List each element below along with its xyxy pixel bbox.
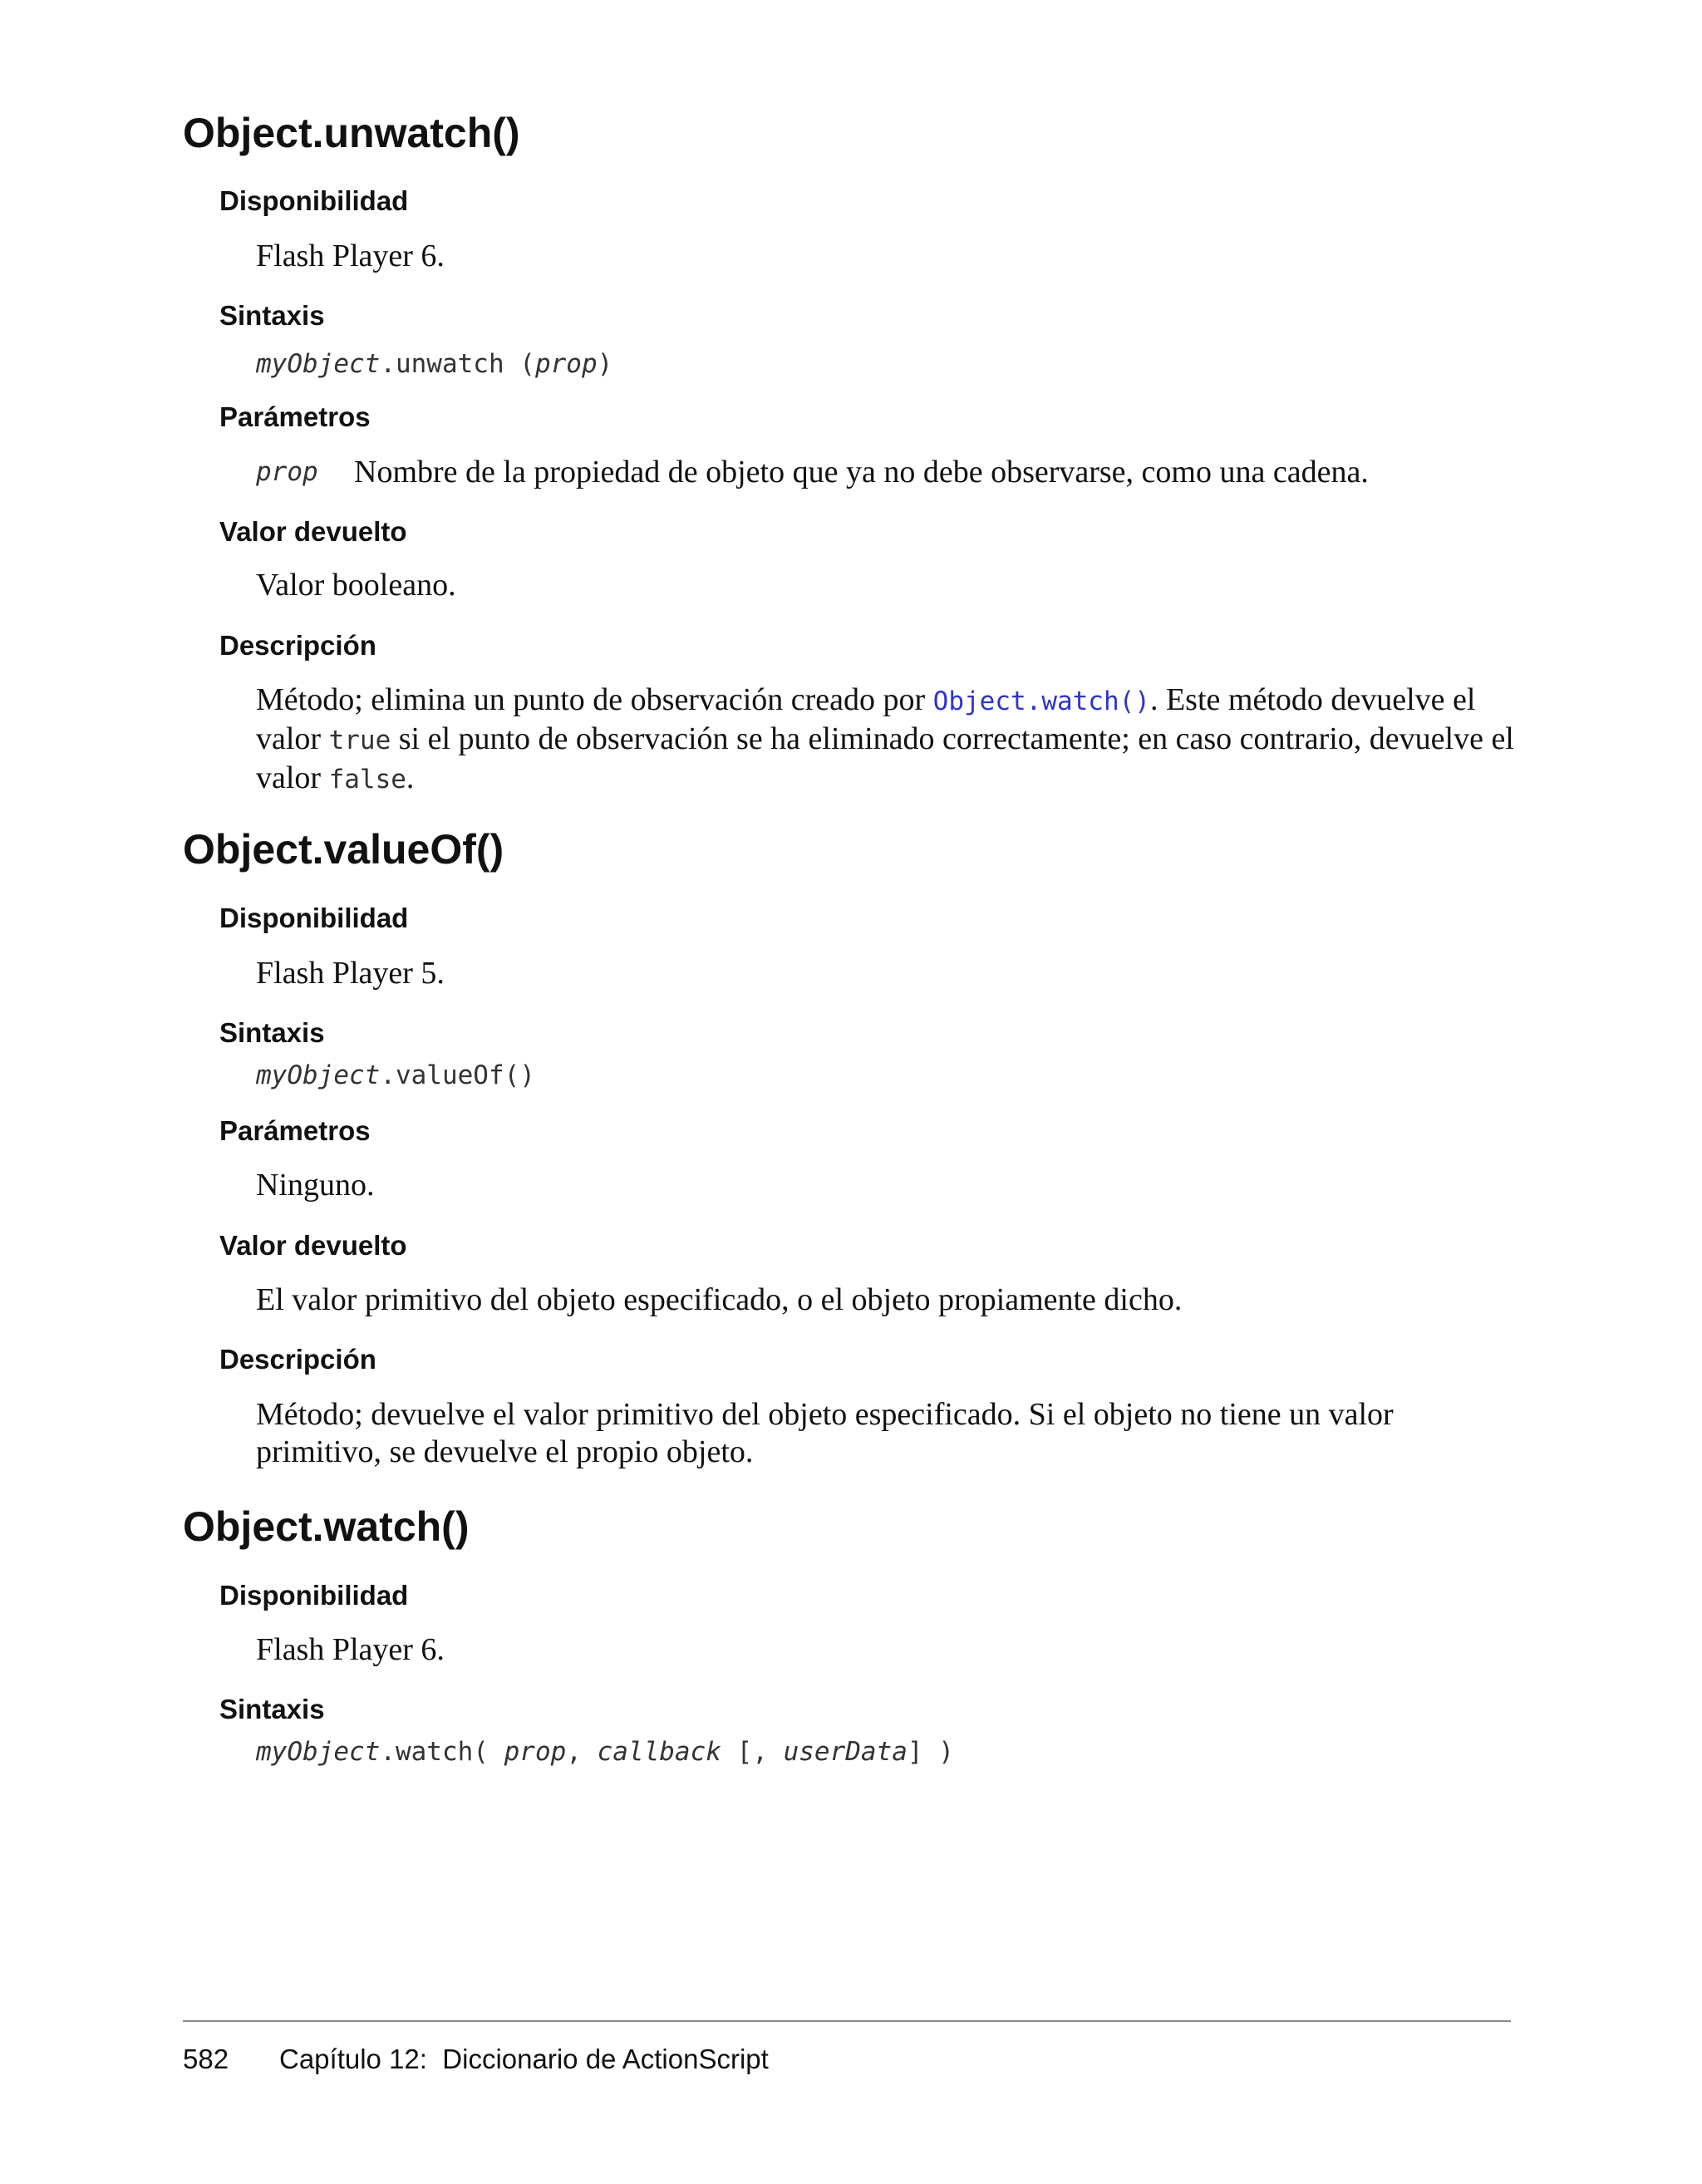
syntax-method: .watch( bbox=[380, 1737, 504, 1767]
availability-text: Flash Player 5. bbox=[256, 956, 445, 991]
syntax-method: .unwatch ( bbox=[380, 349, 535, 379]
description-part: Método; elimina un punto de observación creado por bbox=[256, 682, 933, 717]
param-name: prop bbox=[256, 457, 318, 487]
syntax-param: prop bbox=[504, 1737, 567, 1767]
returns-label: Valor devuelto bbox=[219, 516, 407, 547]
description-part: si el punto de observación se ha eliminado correctamente; en caso contrario, devuelve el valor bbox=[256, 721, 1514, 795]
code-true: true bbox=[328, 726, 391, 755]
syntax-close: ) bbox=[597, 349, 613, 379]
description-part: . Este método devuelve el valor bbox=[256, 682, 1476, 756]
description-label: Descripción bbox=[219, 630, 376, 661]
syntax-method: .valueOf() bbox=[380, 1060, 535, 1090]
syntax-label: Sintaxis bbox=[219, 1694, 325, 1724]
entry-title-valueof: Object.valueOf() bbox=[183, 826, 504, 873]
syntax-close: ] ) bbox=[907, 1737, 954, 1767]
syntax-code bbox=[256, 1059, 535, 1092]
object-watch-link[interactable]: Object.watch() bbox=[932, 686, 1150, 716]
syntax-object: myObject bbox=[256, 1737, 381, 1767]
syntax-object: myObject bbox=[256, 1060, 381, 1090]
availability-label: Disponibilidad bbox=[219, 185, 409, 216]
parameters-label: Parámetros bbox=[219, 401, 371, 432]
entry-title-unwatch: Object.unwatch() bbox=[183, 110, 520, 156]
availability-label: Disponibilidad bbox=[219, 1580, 409, 1611]
code-false: false bbox=[328, 765, 406, 794]
availability-text: Flash Player 6. bbox=[256, 239, 445, 273]
entry-title-watch: Object.watch() bbox=[183, 1503, 470, 1550]
syntax-object: myObject bbox=[256, 349, 381, 379]
param-description: Nombre de la propiedad de objeto que ya no debe observarse, como una cadena. bbox=[354, 455, 1369, 489]
syntax-param: prop bbox=[534, 349, 598, 379]
footer-divider bbox=[183, 2020, 1511, 2022]
syntax-param: callback bbox=[597, 1737, 721, 1767]
returns-label: Valor devuelto bbox=[219, 1230, 407, 1261]
parameters-label: Parámetros bbox=[219, 1115, 371, 1146]
syntax-code bbox=[256, 1735, 954, 1768]
returns-text: Valor booleano. bbox=[256, 568, 456, 603]
syntax-param: userData bbox=[783, 1737, 908, 1767]
syntax-label: Sintaxis bbox=[219, 300, 325, 331]
description-part: . bbox=[406, 760, 415, 795]
description-text bbox=[256, 681, 1519, 799]
syntax-separator: , bbox=[566, 1737, 598, 1767]
availability-label: Disponibilidad bbox=[219, 903, 409, 933]
availability-text: Flash Player 6. bbox=[256, 1632, 445, 1667]
returns-text: El valor primitivo del objeto especificado, o el objeto propiamente dicho. bbox=[256, 1282, 1183, 1317]
chapter-title: Capítulo 12: Diccionario de ActionScript bbox=[279, 2044, 769, 2074]
description-text: Método; devuelve el valor primitivo del objeto especificado. Si el objeto no tiene un valor primitivo, se devuelve el propio objeto. bbox=[256, 1397, 1394, 1469]
syntax-code bbox=[256, 347, 612, 381]
page-number: 582 bbox=[183, 2044, 229, 2074]
description-label: Descripción bbox=[219, 1344, 376, 1375]
syntax-separator: [, bbox=[721, 1737, 784, 1767]
syntax-label: Sintaxis bbox=[219, 1017, 325, 1048]
parameters-text: Ninguno. bbox=[256, 1168, 375, 1203]
